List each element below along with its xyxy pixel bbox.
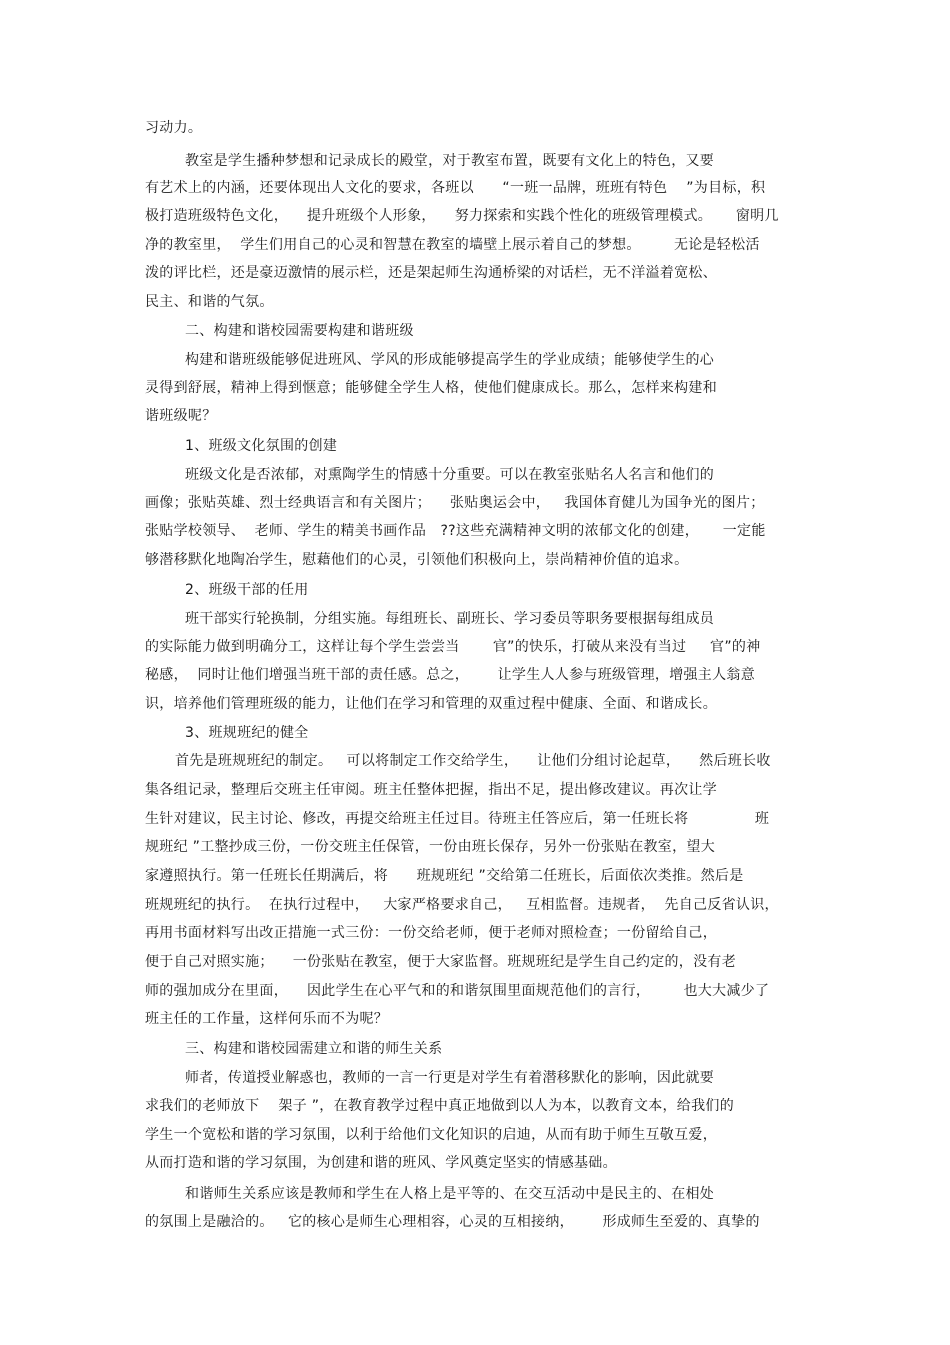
paragraph-first-line: 和谐师生关系应该是教师和学生在人格上是平等的、在交互活动中是民主的、在相处 [185, 1186, 715, 1202]
text-line: 班主任的工作量，这样何乐而不为呢？ [145, 1011, 389, 1027]
paragraph-first-line: 构建和谐班级能够促进班风、学风的形成能够提高学生的学业成绩；能够使学生的心 [185, 352, 715, 368]
text-line: 学生一个宽松和谐的学习氛围，以利于给他们文化知识的启迪，从而有助于师生互敬互爱， [145, 1127, 717, 1143]
text-line: 师的强加成分在里面， 因此学生在心平气和的和谐氛围里面规范他们的言行， 也大大减少了 [145, 983, 770, 999]
text-line: 有艺术上的内涵，还要体现出人文化的要求，各班以 “一班一品牌，班班有特色 ”为目标，积 [145, 180, 766, 196]
text-line: 识，培养他们管理班级的能力，让他们在学习和管理的双重过程中健康、全面、和谐成长。 [145, 696, 717, 712]
text-line: 秘感， 同时让他们增强当班干部的责任感。总之， 让学生人人参与班级管理，增强主人翁意 [145, 667, 755, 683]
text-line: 便于自己对照实施； 一份张贴在教室，便于大家监督。班规班纪是学生自己约定的，没有老 [145, 954, 736, 970]
paragraph-first-line: 教室是学生播种梦想和记录成长的殿堂，对于教室布置，既要有文化上的特色，又要 [185, 153, 715, 169]
text-line: 再用书面材料写出改正措施一式三份：一份交给老师，便于老师对照检查；一份留给自己， [145, 925, 717, 941]
text-line: 家遵照执行。第一任班长任期满后，将 班规班纪 ”交给第二任班长，后面依次类推。然后是 [145, 868, 744, 884]
subsection-heading: 1、班级文化氛围的创建 [185, 438, 338, 454]
text-line: 班规班纪的执行。 在执行过程中， 大家严格要求自己， 互相监督。违规者， 先自己反省认识， [145, 897, 779, 913]
text-line: 民主、和谐的气氛。 [145, 294, 274, 310]
paragraph-first-line: 首先是班规班纪的制定。 可以将制定工作交给学生， 让他们分组讨论起草， 然后班长收 [175, 753, 771, 769]
subsection-heading: 3、班规班纪的健全 [185, 725, 309, 741]
text-line: 的实际能力做到明确分工，这样让每个学生尝尝当 官”的快乐，打破从来没有当过 官”的神 [145, 639, 761, 655]
text-line: 生针对建议，民主讨论、修改，再提交给班主任过目。待班主任答应后，第一任班长将 班 [145, 811, 770, 827]
text-line: 画像；张贴英雄、烈士经典语言和有关图片； 张贴奥运会中， 我国体育健儿为国争光的图片； [145, 495, 765, 511]
text-line: 灵得到舒展，精神上得到惬意；能够健全学生人格，使他们健康成长。那么，怎样来构建和 [145, 380, 717, 396]
text-line: 净的教室里， 学生们用自己的心灵和智慧在教室的墙壁上展示着自己的梦想。 无论是轻松活 [145, 237, 760, 253]
text-line: 从而打造和谐的学习氛围，为创建和谐的班风、学风奠定坚实的情感基础。 [145, 1155, 617, 1171]
text-line: 泼的评比栏，还是豪迈激情的展示栏，还是架起师生沟通桥梁的对话栏，无不洋溢着宽松、 [145, 265, 717, 281]
paragraph-first-line: 师者，传道授业解惑也，教师的一言一行更是对学生有着潜移默化的影响，因此就要 [185, 1070, 715, 1086]
text-line: 谐班级呢？ [145, 408, 217, 424]
text-line: 求我们的老师放下 架子 ”，在教育教学过程中真正地做到以人为本，以教育文本，给我们的 [145, 1098, 735, 1114]
text-line: 规班纪 ”工整抄成三份，一份交班主任保管，一份由班长保存，另外一份张贴在教室，望大 [145, 839, 716, 855]
text-line: 集各组记录，整理后交班主任审阅。班主任整体把握，指出不足，提出修改建议。再次让学 [145, 782, 717, 798]
text-line: 够潜移默化地陶冶学生，慰藉他们的心灵，引领他们积极向上，崇尚精神价值的追求。 [145, 552, 689, 568]
text-line: 的氛围上是融洽的。 它的核心是师生心理相容，心灵的互相接纳， 形成师生至爱的、真挚的 [145, 1214, 760, 1230]
subsection-heading: 2、班级干部的任用 [185, 582, 309, 598]
section-heading: 三、构建和谐校园需建立和谐的师生关系 [185, 1041, 443, 1057]
paragraph-first-line: 班干部实行轮换制，分组实施。每组班长、副班长、学习委员等职务要根据每组成员 [185, 611, 715, 627]
section-heading: 二、构建和谐校园需要构建和谐班级 [185, 323, 414, 339]
text-line: 极打造班级特色文化， 提升班级个人形象， 努力探索和实践个性化的班级管理模式。 窗明几 [145, 208, 779, 224]
paragraph-first-line: 班级文化是否浓郁，对熏陶学生的情感十分重要。可以在教室张贴名人名言和他们的 [185, 467, 715, 483]
text-line: 习动力。 [145, 120, 203, 136]
text-line: 张贴学校领导、 老师、学生的精美书画作品 ??这些充满精神文明的浓郁文化的创建， 一定能 [145, 523, 766, 539]
